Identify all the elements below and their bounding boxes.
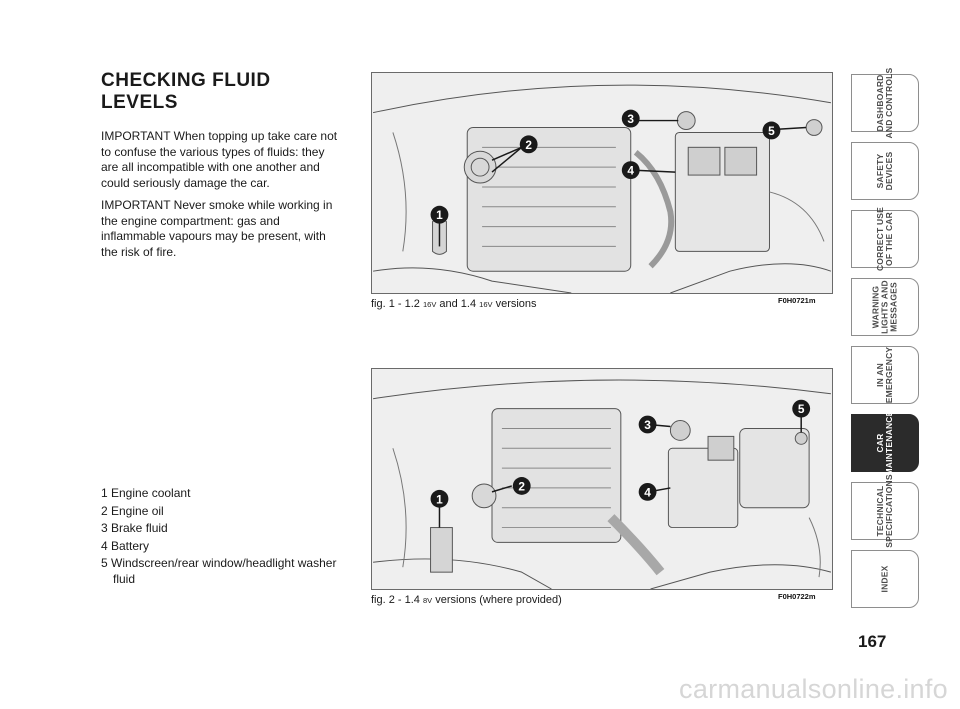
tab-index[interactable]: INDEX	[851, 550, 919, 608]
legend-item-coolant: 1 Engine coolant	[101, 486, 191, 500]
legend-item-brake-fluid: 3 Brake fluid	[101, 521, 168, 535]
callout-2: 2	[518, 479, 526, 494]
important-fluids-note: IMPORTANT When topping up take care not to confuse the various types of fluids: they are all incompatible with one another and could seriously damage the car.	[101, 129, 338, 190]
callout-1: 1	[436, 208, 443, 223]
callout-5: 5	[768, 123, 775, 138]
legend-item-battery: 4 Battery	[101, 538, 150, 553]
engine-figure-2	[371, 368, 833, 590]
tab-safety-devices[interactable]: SAFETY DEVICES	[851, 142, 919, 200]
tab-in-an-emergency[interactable]: IN AN EMERGENCY	[851, 346, 919, 404]
callout-2: 2	[525, 137, 532, 152]
heading-line-1: CHECKING FLUID	[101, 70, 271, 91]
figure-1-code: F0H0721m	[778, 296, 816, 305]
tab-technical-specifications[interactable]: TECHNICAL SPECIFICATIONS	[851, 482, 919, 540]
callout-4: 4	[644, 485, 651, 500]
engine-figure-1	[371, 72, 833, 294]
engine-compartment-8v-drawing	[372, 369, 832, 589]
tab-dashboard-and-controls[interactable]: DASHBOARD AND CONTROLS	[851, 74, 919, 132]
figure-2-caption: fig. 2 - 1.4 8V versions (where provided)	[371, 594, 562, 606]
legend-item-washer-fluid: 5 Windscreen/rear window/headlight washer fluid	[101, 556, 337, 586]
watermark: carmanualsonline.info	[679, 674, 948, 704]
section-heading	[101, 70, 341, 114]
callout-4: 4	[627, 163, 635, 178]
figure-1-caption: fig. 1 - 1.2 16V and 1.4 16V versions	[371, 298, 537, 310]
tab-warning-lights[interactable]: WARNING LIGHTS AND MESSAGES	[851, 278, 919, 336]
callout-1: 1	[436, 492, 443, 507]
heading-line-2: LEVELS	[101, 92, 178, 113]
component-legend	[101, 486, 341, 589]
page-number: 167	[858, 632, 887, 651]
tab-correct-use[interactable]: CORRECT USE OF THE CAR	[851, 210, 919, 268]
tab-car-maintenance[interactable]: CAR MAINTENANCE	[851, 414, 919, 472]
callout-5: 5	[797, 402, 805, 417]
figure-2-code: F0H0722m	[778, 592, 816, 601]
engine-compartment-16v-drawing	[372, 73, 832, 293]
callout-3: 3	[644, 417, 651, 432]
important-smoking-note: IMPORTANT Never smoke while working in the engine compartment: gas and inflammable vapours may be present, with the risk of fire.	[101, 198, 333, 259]
callout-3: 3	[627, 112, 635, 127]
legend-item-oil: 2 Engine oil	[101, 503, 164, 518]
